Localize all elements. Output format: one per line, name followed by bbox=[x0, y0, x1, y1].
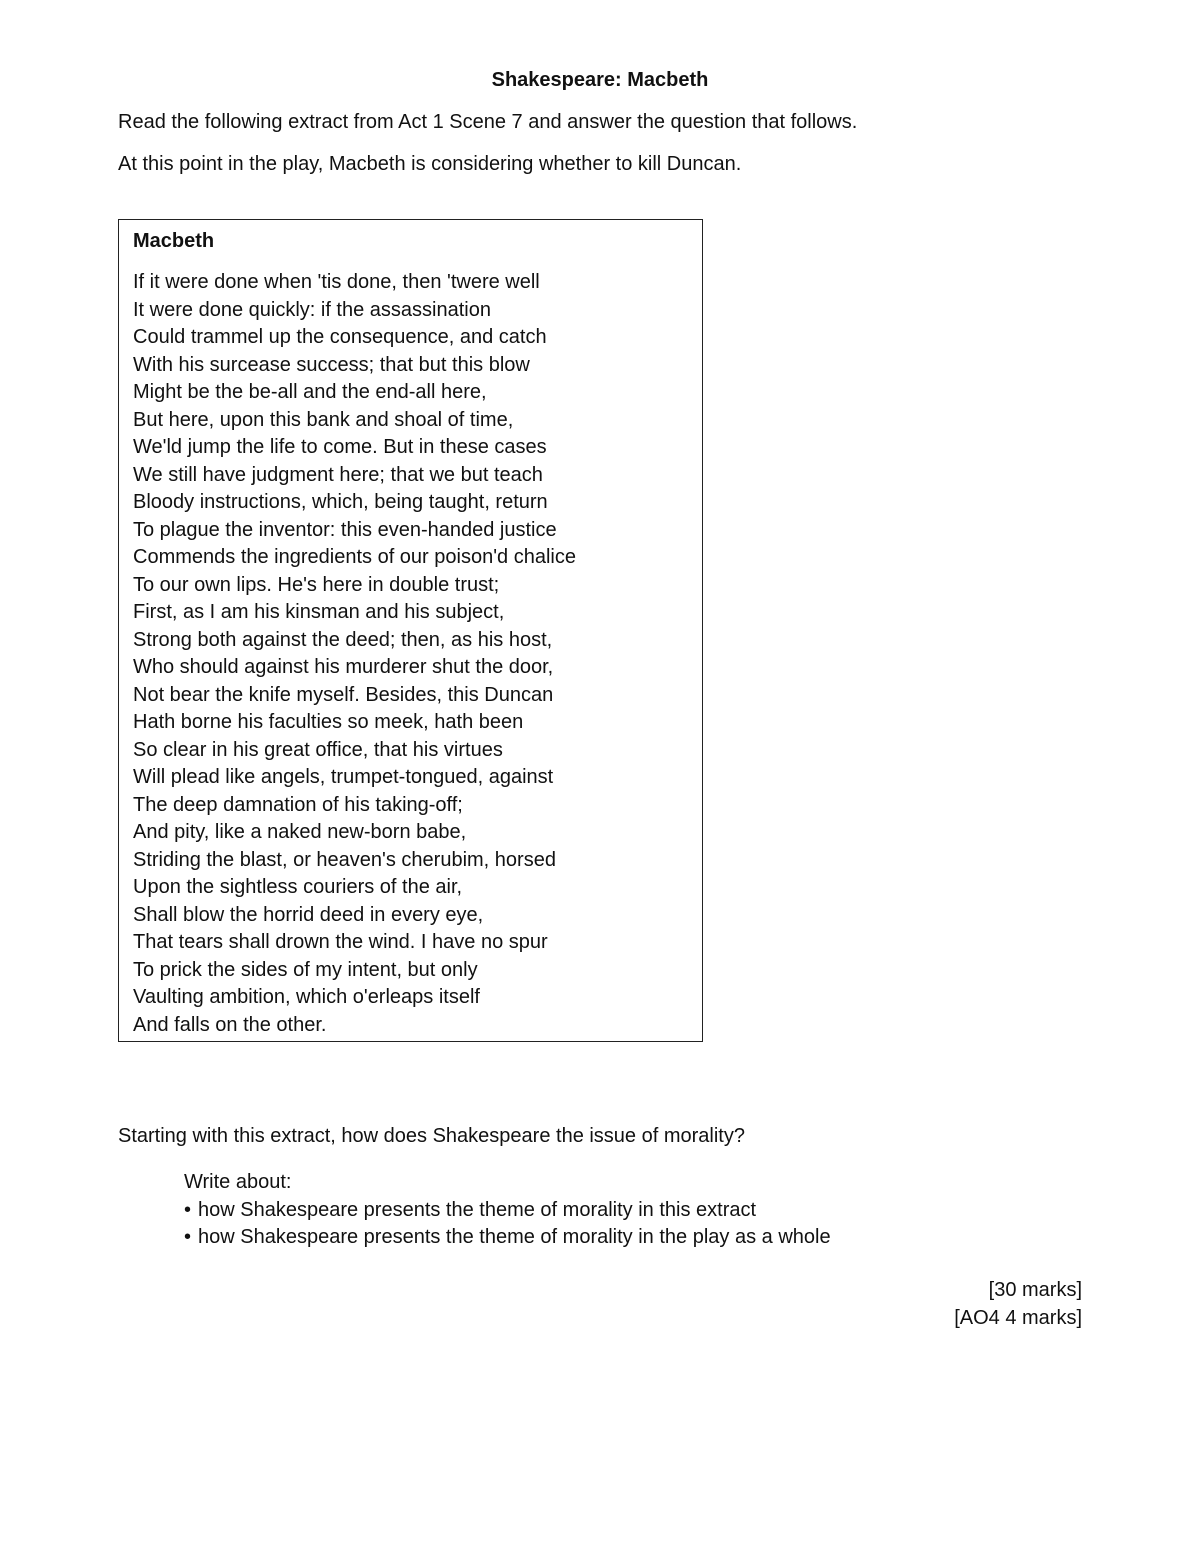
verse-line: Might be the be-all and the end-all here, bbox=[133, 381, 487, 403]
context-text: At this point in the play, Macbeth is considering whether to kill Duncan. bbox=[118, 153, 742, 175]
verse-line: We still have judgment here; that we but teach bbox=[133, 463, 543, 486]
verse-line: Upon the sightless couriers of the air, bbox=[133, 876, 463, 898]
instruction-text: Read the following extract from Act 1 Scene 7 and answer the question that follows. bbox=[118, 111, 858, 133]
speaker-name: Macbeth bbox=[133, 230, 215, 252]
write-about-section bbox=[184, 1169, 831, 1252]
verse-line: Bloody instructions, which, being taught, return bbox=[133, 491, 548, 513]
verse-line: Who should against his murderer shut the door, bbox=[133, 656, 554, 678]
verse-line: So clear in his great office, that his virtues bbox=[133, 738, 503, 761]
bullet-icon: • bbox=[184, 1198, 192, 1221]
list-item-text: how Shakespeare presents the theme of morality in this extract bbox=[198, 1198, 757, 1221]
verse-line: The deep damnation of his taking-off; bbox=[133, 793, 463, 816]
bullet-icon: • bbox=[184, 1226, 192, 1248]
verse-line: But here, upon this bank and shoal of time, bbox=[133, 408, 514, 431]
verse-line: Vaulting ambition, which o'erleaps itself bbox=[133, 986, 480, 1008]
total-marks: [30 marks] bbox=[988, 1279, 1082, 1301]
write-about-heading: Write about: bbox=[184, 1171, 292, 1193]
verse-line: Commends the ingredients of our poison'd chalice bbox=[133, 546, 576, 568]
verse-line: Striding the blast, or heaven's cherubim, horsed bbox=[133, 848, 556, 871]
verse-line: If it were done when 'tis done, then 'twere well bbox=[133, 271, 540, 293]
extract-box bbox=[118, 219, 703, 1042]
verse-line: And pity, like a naked new-born babe, bbox=[133, 821, 467, 843]
verse-line: First, as I am his kinsman and his subject, bbox=[133, 601, 505, 623]
verse-line: Shall blow the horrid deed in every eye, bbox=[133, 903, 484, 926]
marks-allocation bbox=[954, 1277, 1082, 1332]
verse-line: That tears shall drown the wind. I have no spur bbox=[133, 931, 548, 953]
page-title: Shakespeare: Macbeth bbox=[491, 69, 709, 91]
list-item-text: how Shakespeare presents the theme of morality in the play as a whole bbox=[198, 1226, 831, 1248]
verse-line: Not bear the knife myself. Besides, this Duncan bbox=[133, 683, 554, 706]
list-item bbox=[184, 1224, 831, 1252]
verse-line: To prick the sides of my intent, but only bbox=[133, 958, 478, 981]
verse-lines bbox=[133, 269, 576, 1039]
verse-line: And falls on the other. bbox=[133, 1013, 327, 1036]
verse-line: Will plead like angels, trumpet-tongued, against bbox=[133, 766, 554, 788]
verse-line: Hath borne his faculties so meek, hath been bbox=[133, 711, 524, 733]
list-item bbox=[184, 1197, 831, 1225]
verse-line: To our own lips. He's here in double trust; bbox=[133, 573, 500, 596]
verse-line: With his surcease success; that but this blow bbox=[133, 353, 530, 376]
exam-question: Starting with this extract, how does Shakespeare the issue of morality? bbox=[118, 1125, 745, 1147]
verse-line: It were done quickly: if the assassination bbox=[133, 298, 491, 321]
ao4-marks: [AO4 4 marks] bbox=[954, 1306, 1082, 1329]
verse-line: Could trammel up the consequence, and catch bbox=[133, 326, 547, 348]
write-about-list bbox=[184, 1197, 831, 1252]
verse-line: To plague the inventor: this even-handed justice bbox=[133, 518, 557, 541]
verse-line: We'ld jump the life to come. But in these cases bbox=[133, 436, 547, 458]
verse-line: Strong both against the deed; then, as his host, bbox=[133, 628, 553, 651]
